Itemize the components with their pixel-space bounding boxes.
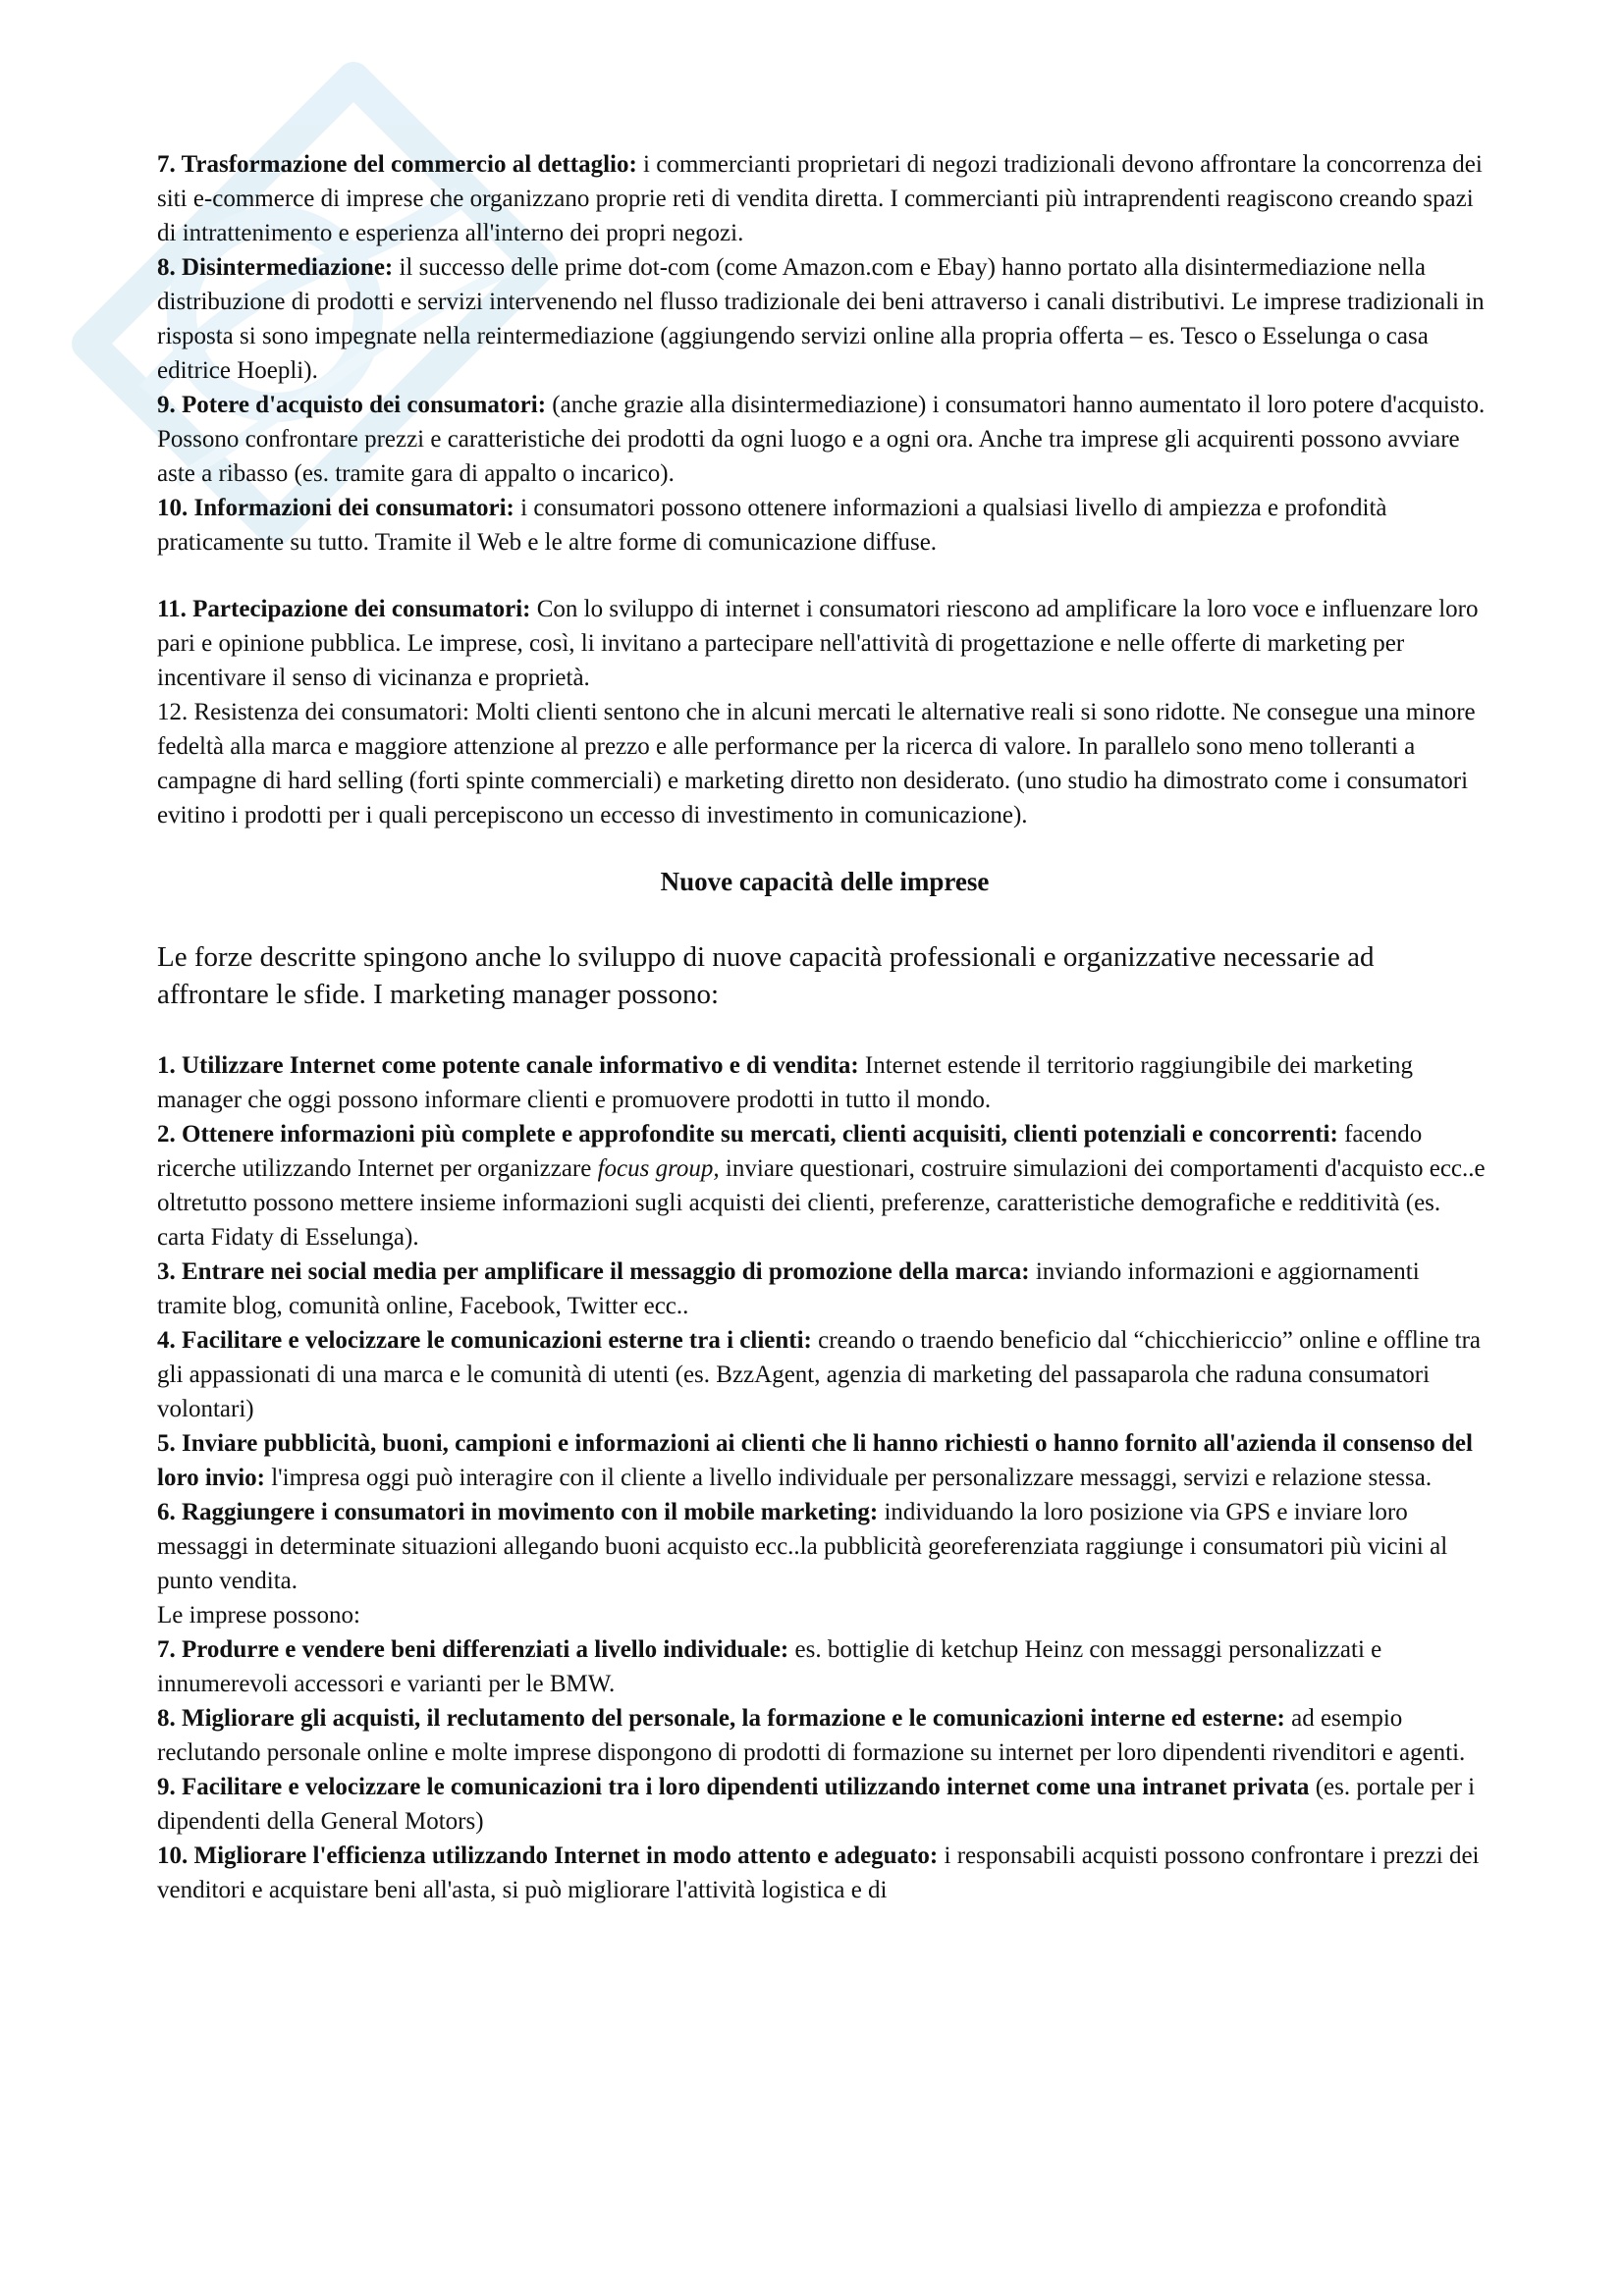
list-item: [157, 250, 1492, 388]
item-title: 7. Trasformazione del commercio al dettaglio:: [157, 151, 637, 178]
list-item: [157, 1495, 1492, 1598]
item-text: i consumatori possono ottenere informazioni a qualsiasi livello di ampiezza e profondità praticamente su tutto. Tramite il Web e le altre forme di comunicazione diffuse.: [157, 495, 1387, 556]
list-item: [157, 1426, 1492, 1495]
item-italic: focus group,: [597, 1155, 720, 1182]
item-title: 4. Facilitare e velocizzare le comunicazioni esterne tra i clienti:: [157, 1327, 812, 1354]
list-item: [157, 1323, 1492, 1426]
list-item: [157, 1255, 1492, 1323]
item-text: i commercianti proprietari di negozi tradizionali devono affrontare la concorrenza dei siti e-commerce di imprese che organizzano proprie reti di vendita diretta. I commercianti più intraprendenti reagiscono creando spazi di intrattenimento e esperienza all'interno dei propri negozi.: [157, 151, 1483, 246]
list-item: [157, 1048, 1492, 1117]
companies-intro: Le imprese possono:: [157, 1602, 360, 1629]
item-title: 7. Produrre e vendere beni differenziati a livello individuale:: [157, 1636, 789, 1663]
spacer: [157, 560, 1492, 592]
list-item: 12. Resistenza dei consumatori: Molti clienti sentono che in alcuni mercati le alternative reali si sono ridotte. Ne consegue una minore fedeltà alla marca e maggiore attenzione al prezzo e alle performance per la ricerca di valore. In parallelo sono meno tolleranti a campagne di hard selling (forti spinte commerciali) e marketing diretto non desiderato. (uno studio ha dimostrato come i consumatori evitino i prodotti per i quali percepiscono un eccesso di investimento in comunicazione).: [157, 699, 1476, 828]
item-title: 9. Potere d'acquisto dei consumatori:: [157, 392, 547, 418]
item-text: creando o traendo beneficio dal “chicchiericcio” online e offline tra gli appassionati di una marca e le comunità di utenti (es. BzzAgent, agenzia di marketing del passaparola che raduna consumatori volontari): [157, 1327, 1482, 1422]
section-market-forces: [157, 147, 1492, 832]
list-item: [157, 1701, 1492, 1770]
item-text: inviando informazioni e aggiornamenti tramite blog, comunità online, Facebook, Twitter ecc..: [157, 1258, 1420, 1319]
item-title: 3. Entrare nei social media per amplificare il messaggio di promozione della marca:: [157, 1258, 1030, 1285]
list-item: [157, 1117, 1492, 1255]
section-new-capabilities: [157, 1048, 1492, 1907]
item-text: il successo delle prime dot-com (come Amazon.com e Ebay) hanno portato alla disintermediazione nella distribuzione di prodotti e servizi intervenendo nel flusso tradizionale dei beni attraverso i canali distributivi. Le imprese tradizionali in risposta si sono impegnate nella reintermediazione (aggiungendo servizi online alla propria offerta – es. Tesco o Esselunga o casa editrice Hoepli).: [157, 254, 1485, 384]
list-item: [157, 592, 1492, 695]
list-item: [157, 1839, 1492, 1907]
item-text: (anche grazie alla disintermediazione) i consumatori hanno aumentato il loro potere d'acquisto. Possono confrontare prezzi e caratteristiche dei prodotti da ogni luogo e a ogni ora. Anche tra imprese gli acquirenti possono avviare aste a ribasso (es. tramite gara di appalto o incarico).: [157, 392, 1486, 487]
item-title: 5. Inviare pubblicità, buoni, campioni e informazioni ai clienti che li hanno richiesti o hanno fornito all'azienda il consenso del loro invio:: [157, 1430, 1473, 1491]
item-text-cont: inviare questionari, costruire simulazioni dei comportamenti d'acquisto ecc..e oltretutto possono mettere insieme informazioni sugli acquisti dei clienti, preferenze, caratteristiche demografiche e redditività (es. carta Fidaty di Esselunga).: [157, 1155, 1486, 1251]
document-body: [157, 147, 1492, 1907]
list-item: [157, 147, 1492, 250]
item-text: es. bottiglie di ketchup Heinz con messaggi personalizzati e innumerevoli accessori e varianti per le BMW.: [157, 1636, 1382, 1697]
section-heading: Nuove capacità delle imprese: [660, 867, 990, 896]
item-text: individuando la loro posizione via GPS e inviare loro messaggi in determinate situazioni allegando buoni acquisto ecc..la pubblicità georeferenziata raggiunge i consumatori più vicini al punto vendita.: [157, 1499, 1448, 1594]
item-title: 6. Raggiungere i consumatori in movimento con il mobile marketing:: [157, 1499, 879, 1525]
item-title: 1. Utilizzare Internet come potente canale informativo e di vendita:: [157, 1052, 859, 1079]
item-text: Internet estende il territorio raggiungibile dei marketing manager che oggi possono informare clienti e promuovere prodotti in tutto il mondo.: [157, 1052, 1414, 1113]
item-title: 10. Migliorare l'efficienza utilizzando Internet in modo attento e adeguato:: [157, 1842, 939, 1869]
item-title: 8. Migliorare gli acquisti, il reclutamento del personale, la formazione e le comunicazioni interne ed esterne:: [157, 1705, 1285, 1732]
item-text: ad esempio reclutando personale online e molte imprese dispongono di prodotti di formazione su internet per loro dipendenti rivenditori e agenti.: [157, 1705, 1466, 1766]
list-item: [157, 491, 1492, 560]
list-item: [157, 388, 1492, 491]
item-text: (es. portale per i dipendenti della General Motors): [157, 1774, 1476, 1835]
item-text: i responsabili acquisti possono confrontare i prezzi dei venditori e acquistare beni all'asta, si può migliorare l'attività logistica e di: [157, 1842, 1480, 1903]
item-title: 8. Disintermediazione:: [157, 254, 394, 281]
list-item: [157, 1632, 1492, 1701]
item-title: 10. Informazioni dei consumatori:: [157, 495, 514, 521]
intro-paragraph: Le forze descritte spingono anche lo sviluppo di nuove capacità professionali e organizzative necessarie ad affrontare le sfide. I marketing manager possono:: [157, 941, 1375, 1010]
item-title: 9. Facilitare e velocizzare le comunicazioni tra i loro dipendenti utilizzando internet come una intranet privata: [157, 1774, 1310, 1800]
item-text: Con lo sviluppo di internet i consumatori riescono ad amplificare la loro voce e influenzare loro pari e opinione pubblica. Le imprese, così, li invitano a partecipare nell'attività di progettazione e nelle offerte di marketing per incentivare il senso di vicinanza e proprietà.: [157, 596, 1479, 691]
item-title: 2. Ottenere informazioni più complete e approfondite su mercati, clienti acquisiti, clienti potenziali e concorrenti:: [157, 1121, 1338, 1148]
item-text: l'impresa oggi può interagire con il cliente a livello individuale per personalizzare messaggi, servizi e relazione stessa.: [264, 1465, 1433, 1491]
list-item: [157, 1770, 1492, 1839]
item-title: 11. Partecipazione dei consumatori:: [157, 596, 531, 622]
item-text: facendo ricerche utilizzando Internet per organizzare: [157, 1121, 1423, 1182]
